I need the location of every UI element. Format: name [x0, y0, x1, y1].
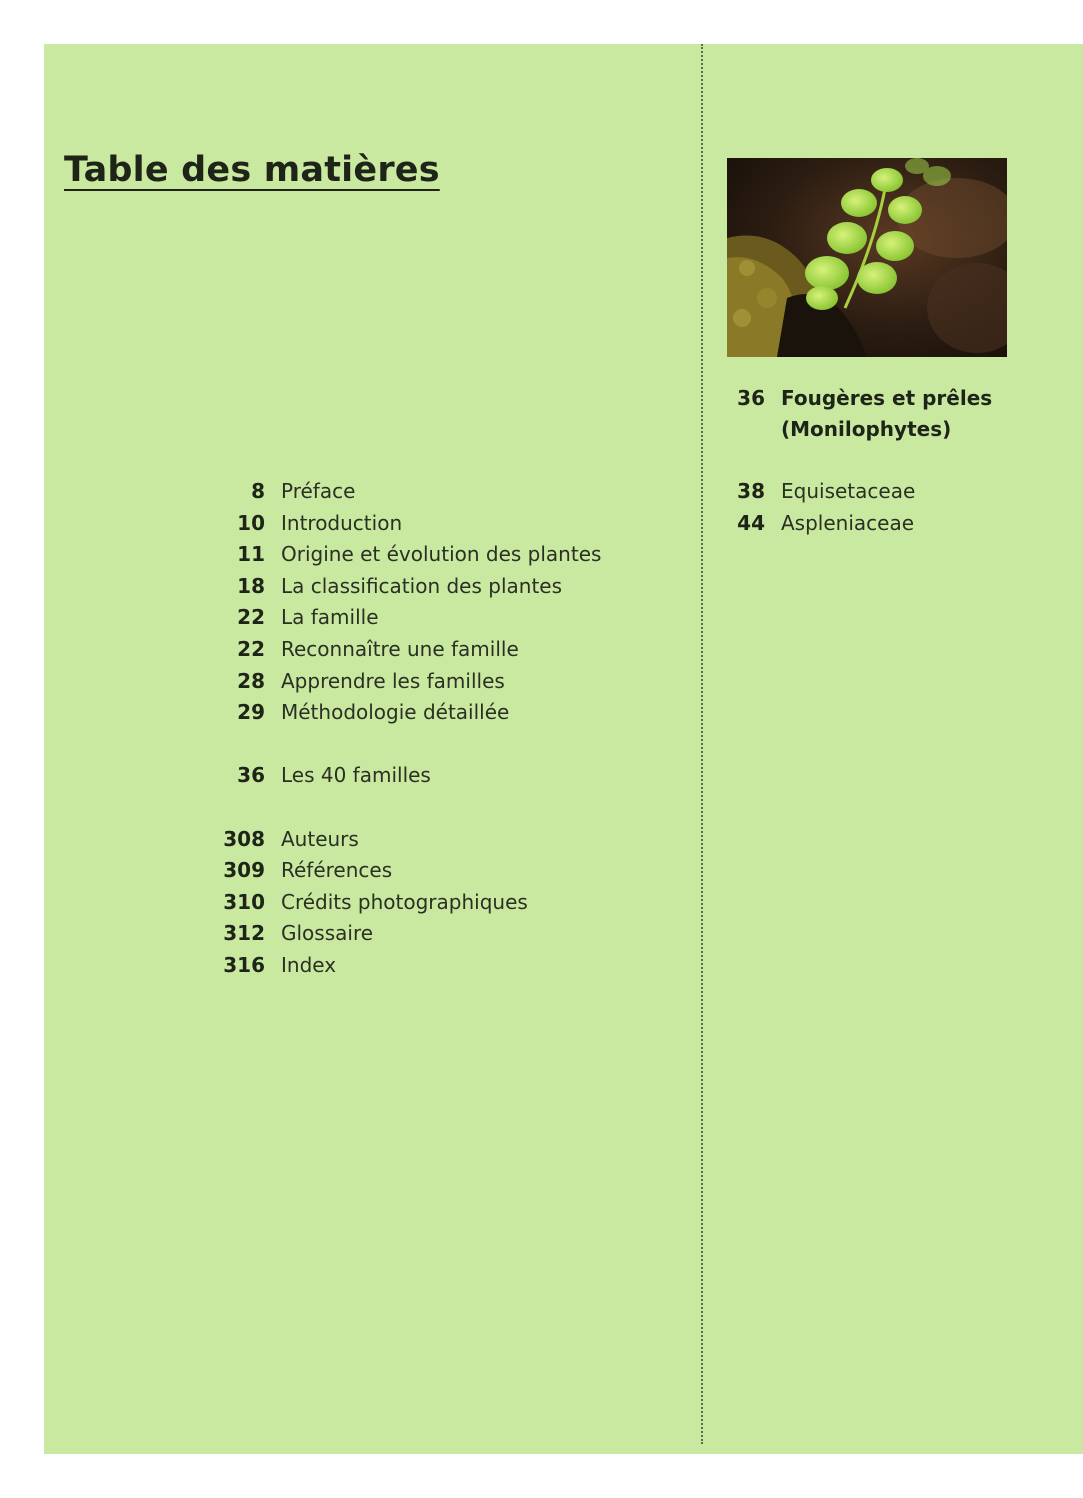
toc-entry-label: Reconnaître une famille — [281, 636, 519, 661]
section-table-of-contents — [700, 476, 915, 539]
toc-entry-label: Préface — [281, 479, 356, 503]
toc-entry-label: Apprendre les familles — [281, 668, 505, 693]
toc-page-number: 312 — [223, 921, 265, 946]
toc-entry-label: Auteurs — [281, 826, 359, 851]
toc-page-number: 308 — [223, 826, 265, 851]
toc-page-number: 8 — [251, 479, 265, 503]
toc-entry-famille[interactable] — [200, 602, 601, 634]
toc-page-number: 18 — [237, 573, 265, 598]
main-table-of-contents — [200, 476, 601, 982]
toc-page-number: 22 — [237, 605, 265, 630]
toc-entry-reconnaitre[interactable] — [200, 634, 601, 666]
dotted-divider — [701, 44, 703, 1444]
toc-entry-equisetaceae[interactable] — [700, 476, 915, 508]
toc-entry-index[interactable] — [200, 950, 601, 982]
toc-entry-apprendre[interactable] — [200, 666, 601, 698]
toc-page-number: 11 — [237, 542, 265, 567]
toc-entry-classification[interactable] — [200, 571, 601, 603]
toc-page-number: 309 — [223, 858, 265, 883]
toc-entry-label: Aspleniaceae — [781, 510, 915, 535]
toc-entry-label: Origine et évolution des plantes — [281, 542, 602, 567]
toc-page-number: 310 — [223, 889, 265, 914]
page-title: Table des matières — [64, 150, 440, 190]
toc-entry-references[interactable] — [200, 855, 601, 887]
section-label-line2: (Monilophytes) — [781, 417, 952, 441]
section-label-line1: Fougères et prêles — [781, 386, 993, 410]
fern-photo-image — [727, 158, 1007, 357]
toc-page-number: 316 — [223, 952, 265, 977]
toc-entry-label: Introduction — [281, 510, 403, 535]
section-page-number: 36 — [737, 386, 765, 410]
toc-entry-label: Equisetaceae — [781, 479, 916, 503]
toc-entry-label: Glossaire — [281, 921, 374, 946]
toc-page-number: 38 — [737, 479, 765, 503]
toc-entry-label: Crédits photographiques — [281, 889, 528, 914]
section-heading-monilophytes[interactable] — [700, 383, 1001, 445]
toc-page-number: 36 — [237, 763, 265, 788]
toc-entry-40-familles[interactable] — [200, 760, 601, 792]
fern-photo — [727, 158, 1007, 357]
section-label — [781, 383, 1001, 445]
toc-entry-label: La famille — [281, 605, 379, 630]
toc-page-number: 28 — [237, 668, 265, 693]
toc-entry-introduction[interactable] — [200, 508, 601, 540]
toc-page-number: 22 — [237, 636, 265, 661]
toc-entry-preface[interactable] — [200, 476, 601, 508]
toc-entry-label: Références — [281, 858, 393, 883]
toc-entry-credits[interactable] — [200, 887, 601, 919]
toc-entry-label: La classification des plantes — [281, 573, 563, 598]
toc-entry-origine[interactable] — [200, 539, 601, 571]
toc-entry-label: Index — [281, 952, 337, 977]
toc-entry-auteurs[interactable] — [200, 824, 601, 856]
toc-page-number: 29 — [237, 700, 265, 725]
toc-page-number: 44 — [737, 510, 765, 535]
toc-page-number: 10 — [237, 510, 265, 535]
toc-entry-glossaire[interactable] — [200, 918, 601, 950]
toc-entry-aspleniaceae[interactable] — [700, 508, 915, 540]
toc-entry-methodologie[interactable] — [200, 697, 601, 729]
toc-entry-label: Les 40 familles — [281, 763, 431, 788]
toc-entry-label: Méthodologie détaillée — [281, 700, 510, 725]
